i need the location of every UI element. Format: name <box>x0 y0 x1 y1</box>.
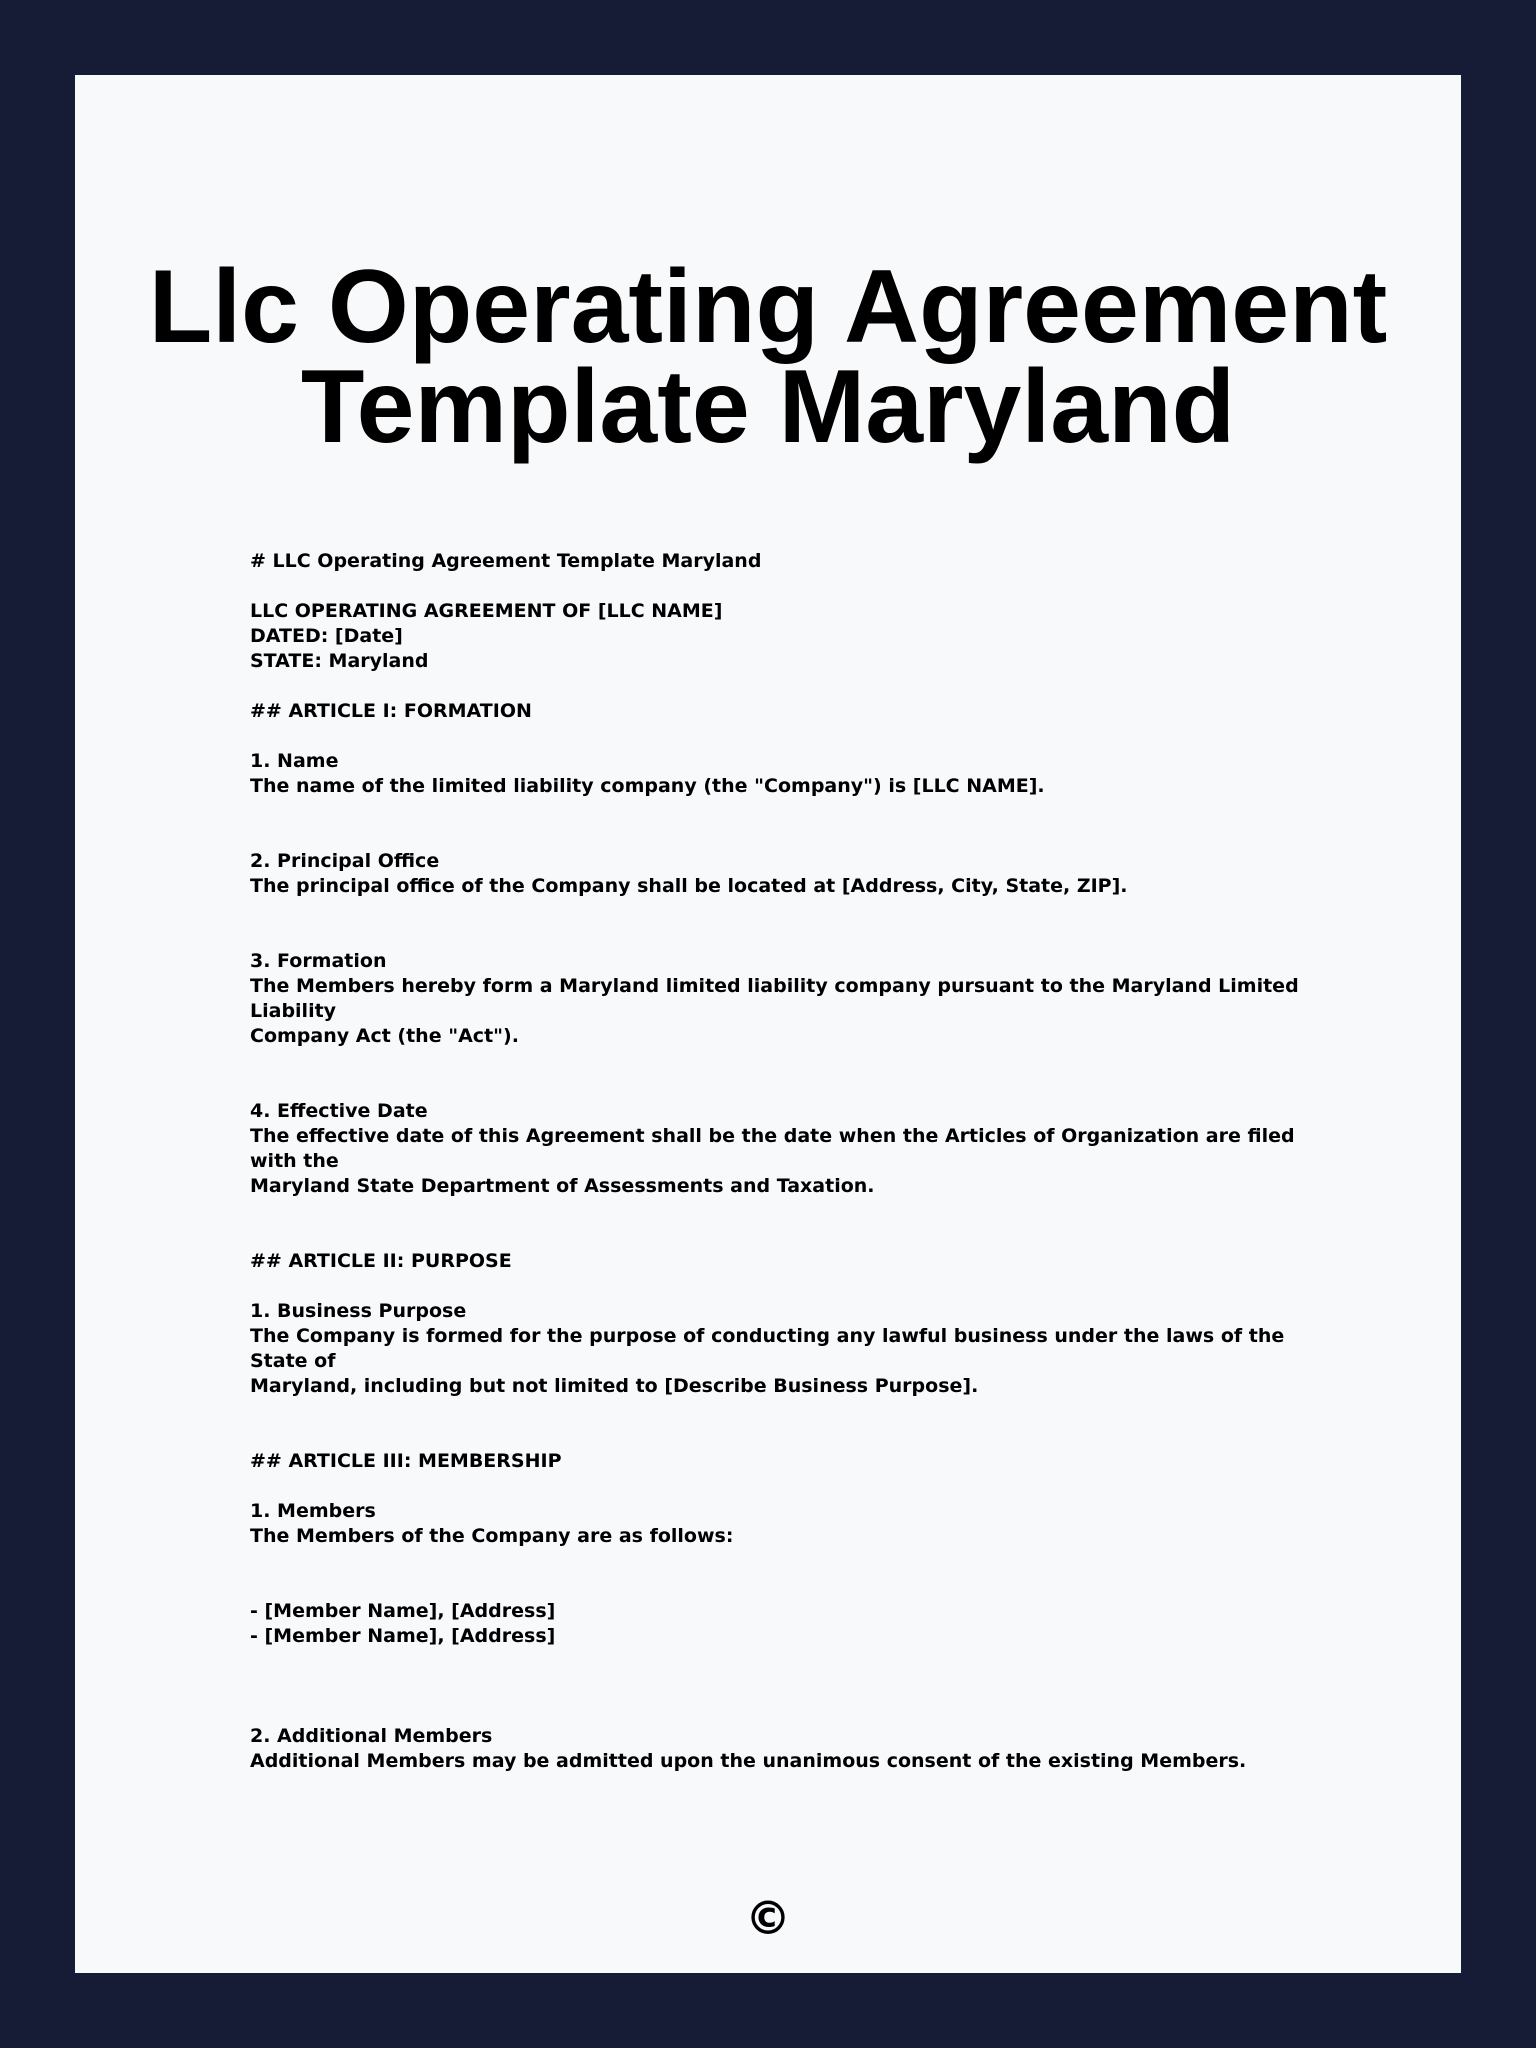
document-body <box>250 549 1330 1774</box>
dated-line: DATED: [Date] <box>250 625 403 647</box>
article-1-section-3-text-1: The Members hereby form a Maryland limited liability company pursuant to the Maryland Limited Liability <box>250 975 1306 1022</box>
article-3-section-1-title: 1. Members <box>250 1500 376 1522</box>
article-2-section-1-text-2: Maryland, including but not limited to [Describe Business Purpose]. <box>250 1375 979 1397</box>
article-2-section-1-title: 1. Business Purpose <box>250 1300 467 1322</box>
article-1-heading: ## ARTICLE I: FORMATION <box>250 700 532 722</box>
article-1-section-3-text-2: Company Act (the "Act"). <box>250 1025 519 1047</box>
title-line-2: Template Maryland <box>300 349 1236 465</box>
article-2-heading: ## ARTICLE II: PURPOSE <box>250 1250 512 1272</box>
article-1-section-1-title: 1. Name <box>250 750 339 772</box>
article-3-section-2-title: 2. Additional Members <box>250 1725 493 1747</box>
article-2-section-1-text-1: The Company is formed for the purpose of conducting any lawful business under the laws of the State of <box>250 1325 1291 1372</box>
article-3-heading: ## ARTICLE III: MEMBERSHIP <box>250 1450 562 1472</box>
agreement-of-line: LLC OPERATING AGREEMENT OF [LLC NAME] <box>250 600 723 622</box>
member-list-item-1: - [Member Name], [Address] <box>250 1600 556 1622</box>
article-1-section-4-text-1: The effective date of this Agreement shall be the date when the Articles of Organization are filed with the <box>250 1125 1302 1172</box>
article-1-section-4-title: 4. Effective Date <box>250 1100 428 1122</box>
state-line: STATE: Maryland <box>250 650 429 672</box>
article-1-section-2-title: 2. Principal Office <box>250 850 440 872</box>
article-1-section-4-text-2: Maryland State Department of Assessments and Taxation. <box>250 1175 875 1197</box>
title-line-1: Llc Operating Agreement <box>148 249 1388 365</box>
article-3-section-1-text: The Members of the Company are as follows: <box>250 1525 734 1547</box>
document-page <box>75 75 1461 1973</box>
article-1-section-2-text: The principal office of the Company shall be located at [Address, City, State, ZIP]. <box>250 875 1128 897</box>
article-1-section-3-title: 3. Formation <box>250 950 387 972</box>
article-3-section-2-text: Additional Members may be admitted upon the unanimous consent of the existing Members. <box>250 1750 1247 1772</box>
page-title <box>75 249 1461 465</box>
main-heading: # LLC Operating Agreement Template Maryland <box>250 550 762 572</box>
copyright-icon: © <box>745 1891 791 1945</box>
article-1-section-1-text: The name of the limited liability company (the "Company") is [LLC NAME]. <box>250 775 1045 797</box>
member-list-item-2: - [Member Name], [Address] <box>250 1625 556 1647</box>
